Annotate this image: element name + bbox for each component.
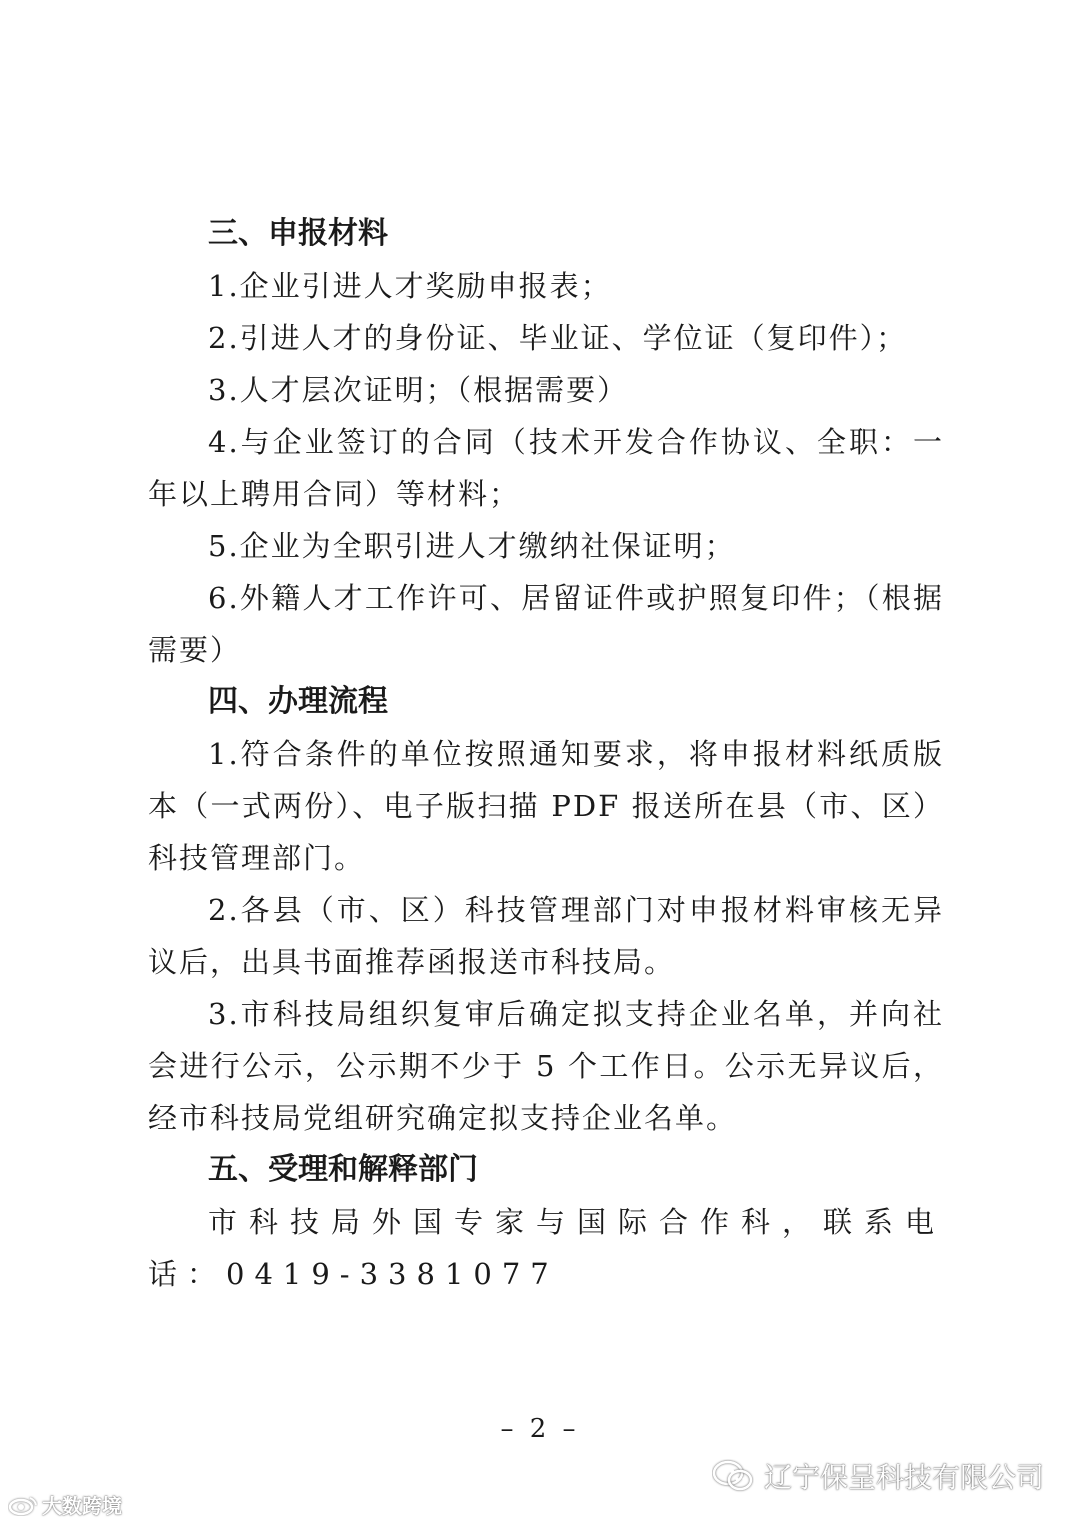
- materials-item-3: 3.人才层次证明；（根据需要）: [208, 373, 629, 407]
- section-heading-process: 四、办理流程: [208, 684, 388, 719]
- watermark-left: [8, 1490, 122, 1519]
- watermark-right: [712, 1456, 1044, 1496]
- watermark-right-text: 辽宁保呈科技有限公司: [763, 1461, 1044, 1494]
- wechat-icon: [712, 1459, 754, 1493]
- process-item-1: 1.符合条件的单位按照通知要求，将申报材料纸质版本（一式两份）、电子版扫描 PDF 报送所在县（市、区）科技管理部门。: [148, 737, 944, 875]
- document-body: [148, 208, 944, 1300]
- watermark-left-text: 大数跨境: [42, 1494, 122, 1518]
- process-item-2: 2.各县（市、区）科技管理部门对申报材料审核无异议后，出具书面推荐函报送市科技局。: [148, 893, 944, 979]
- section-heading-materials: 三、申报材料: [208, 216, 388, 251]
- contact-info: 市科技局外国专家与国际合作科，联系电话：0419-3381077: [148, 1205, 944, 1291]
- weibo-eye-icon: [8, 1494, 38, 1516]
- page-number: – 2 –: [500, 1414, 580, 1444]
- materials-item-5: 5.企业为全职引进人才缴纳社保证明；: [208, 529, 736, 563]
- materials-item-1: 1.企业引进人才奖励申报表；: [208, 269, 612, 303]
- process-item-3: 3.市科技局组织复审后确定拟支持企业名单，并向社会进行公示，公示期不少于 5 个工作日。公示无异议后，经市科技局党组研究确定拟支持企业名单。: [148, 997, 944, 1135]
- materials-item-4: 4.与企业签订的合同（技术开发合作协议、全职：一年以上聘用合同）等材料；: [148, 425, 944, 511]
- materials-item-2: 2.引进人才的身份证、毕业证、学位证（复印件）；: [208, 321, 908, 355]
- section-heading-contact: 五、受理和解释部门: [208, 1152, 478, 1187]
- materials-item-6: 6.外籍人才工作许可、居留证件或护照复印件；（根据需要）: [148, 581, 944, 667]
